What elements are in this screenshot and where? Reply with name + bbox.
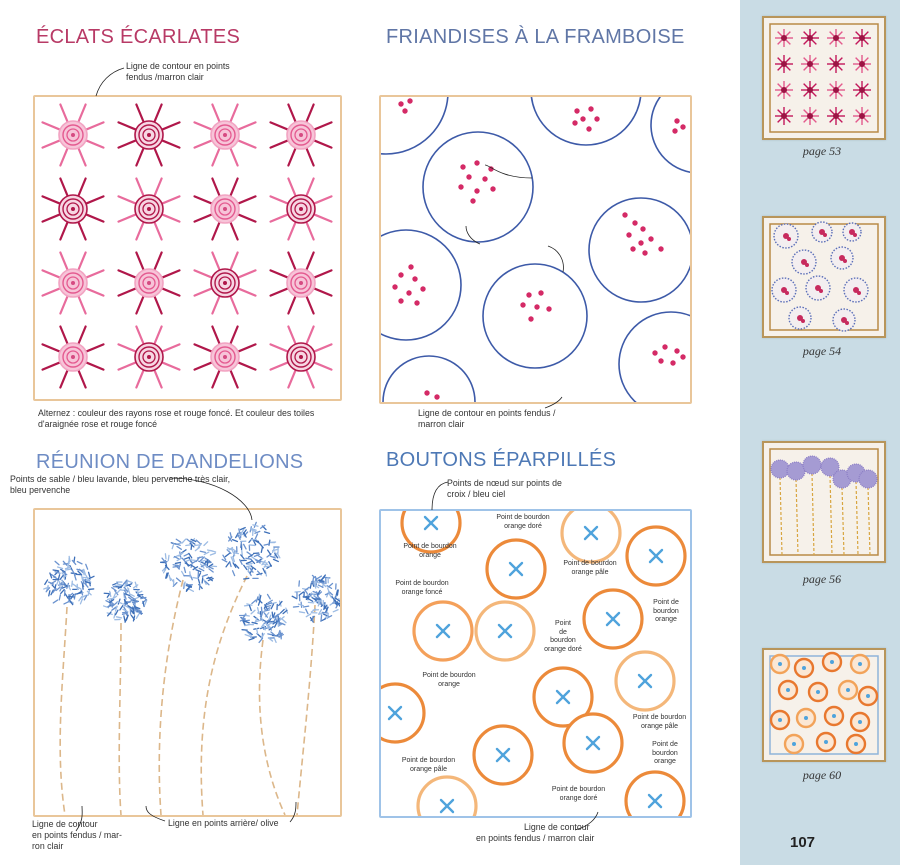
dandelion-head (222, 522, 280, 579)
thumbnail-label-54: page 54 (802, 344, 842, 358)
star-motif (119, 253, 180, 314)
label-bourdon-4: Point de bourdon orange foncé (395, 580, 449, 596)
button-motif (381, 684, 424, 742)
star-motif (43, 179, 104, 240)
button-motif (487, 540, 545, 598)
label-bourdon-7: Point de bourdon orange (422, 672, 476, 688)
star-motif (119, 179, 180, 240)
label-bourdon-2: Point de bourdon orange (403, 543, 457, 559)
note-friandises-contour: Ligne de contour en points fendus / marron clair (418, 408, 556, 429)
label-bourdon-3: Point de bourdon orange pâle (563, 560, 617, 576)
button-motif (584, 590, 642, 648)
pattern-reunion-dandelions (33, 508, 342, 817)
section-title-eclats: ÉCLATS ÉCARLATES (36, 26, 241, 48)
thumbnail-page-56[interactable] (762, 441, 886, 563)
star-motif (43, 327, 104, 388)
button-motif (476, 602, 534, 660)
thumbnail-label-53: page 53 (802, 144, 842, 158)
section-title-friandises: FRIANDISES À LA FRAMBOISE (386, 26, 685, 48)
star-motif (271, 105, 332, 166)
thumbnail-page-60[interactable] (762, 648, 886, 762)
star-motif (195, 179, 256, 240)
star-motif (195, 253, 256, 314)
label-bourdon-8: Point de bourdon orange pâle (632, 714, 687, 730)
section-title-dandelions: RÉUNION DE DANDELIONS (36, 451, 304, 473)
note-dandelions-sand: Points de sable / bleu lavande, bleu pervenche très clair, bleu pervenche (10, 474, 231, 495)
dandelion-head (44, 556, 94, 604)
thumbnail-page-54[interactable] (762, 216, 886, 338)
star-motif (119, 327, 180, 388)
note-boutons-contour: Ligne de contour en points fendus / marron clair (476, 822, 595, 843)
button-motif (418, 777, 476, 816)
dandelion-head (161, 539, 217, 592)
star-motif (195, 105, 256, 166)
thumbnail-label-56: page 56 (802, 572, 842, 586)
label-bourdon-6: Point de bourdon orange doré (544, 620, 582, 653)
star-motif (271, 327, 332, 388)
thumbnail-label-60: page 60 (802, 768, 842, 782)
label-bourdon-5: Point de bourdon orange (653, 599, 679, 623)
label-bourdon-9: Point de bourdon orange pâle (401, 757, 456, 773)
star-motif (43, 253, 104, 314)
pattern-friandises-framboise (379, 95, 692, 404)
label-bourdon-11: Point de bourdon orange (652, 741, 678, 765)
dandelion-head (292, 575, 340, 622)
button-motif (627, 527, 685, 585)
star-motif (195, 327, 256, 388)
dandelion-head (240, 594, 288, 642)
button-motif (474, 726, 532, 784)
note-eclats-alternate: Alternez : couleur des rayons rose et rouge foncé. Et couleur des toiles d'araignée rose et rouge foncé (38, 408, 315, 429)
button-motif (626, 772, 684, 816)
dandelion-head (104, 580, 147, 622)
label-bourdon-1: Point de bourdon orange doré (496, 514, 550, 530)
note-dandelions-contour: Ligne de contour en points fendus / mar- ron clair (32, 819, 122, 851)
note-eclats-contour: Ligne de contour en points fendus /marron clair (126, 61, 230, 82)
section-title-boutons: BOUTONS ÉPARPILLÉS (386, 449, 617, 471)
star-motif (43, 105, 104, 166)
button-motif (564, 714, 622, 772)
button-motif (616, 652, 674, 710)
star-motif (119, 105, 180, 166)
star-motif (271, 179, 332, 240)
page-number: 107 (790, 834, 816, 851)
note-dandelions-stem: Ligne en points arrière/ olive (168, 818, 279, 828)
note-boutons-knot: Points de nœud sur points de croix / bleu ciel (447, 478, 562, 499)
button-motif (562, 511, 620, 562)
thumbnail-page-53[interactable] (762, 16, 886, 140)
star-motif (271, 253, 332, 314)
button-motif (414, 602, 472, 660)
label-bourdon-10: Point de bourdon orange doré (551, 786, 606, 802)
pattern-eclats-ecarlates (33, 95, 342, 401)
